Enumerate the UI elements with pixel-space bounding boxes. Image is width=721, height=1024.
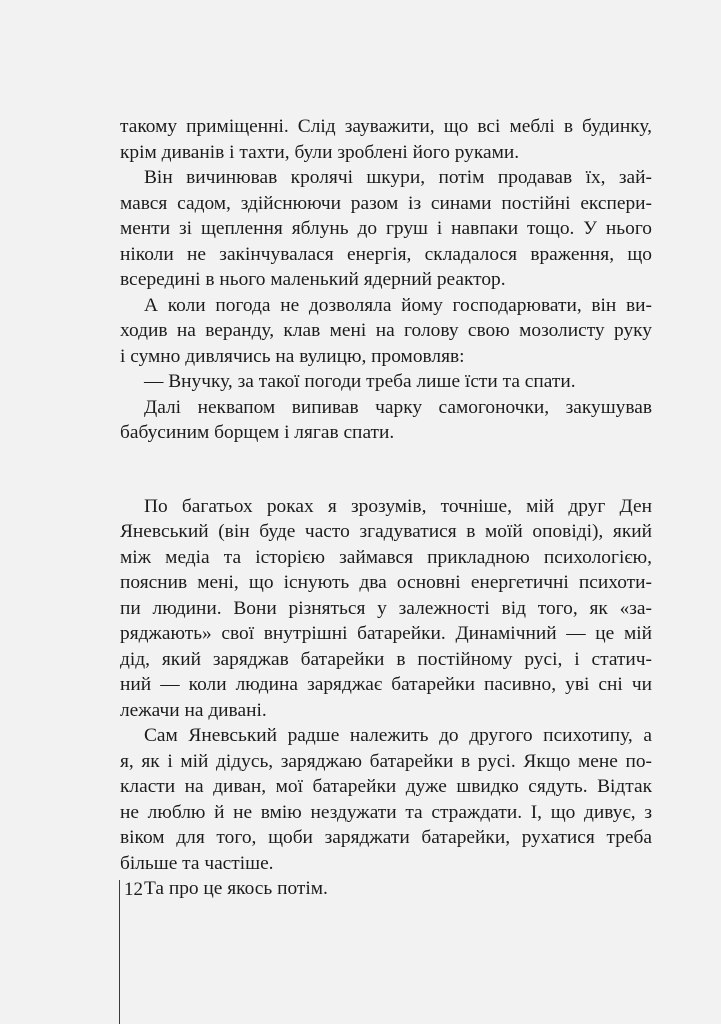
text-line: між медіа та історією займався прикладною психологією, xyxy=(120,546,652,568)
text-line: ний — коли людина заряджає батарейки пасивно, уві сні чи xyxy=(120,674,652,695)
text-line: я, як і мій дідусь, заряджаю батарейки в русі. Якщо мене по- xyxy=(120,750,652,772)
text-line: всередині в нього маленький ядерний реактор. xyxy=(120,269,506,290)
text-line: такому приміщенні. Слід зауважити, що всі меблі в будинку, xyxy=(120,116,652,137)
text-line: Далі неквапом випивав чарку самогоночки, закушував xyxy=(144,396,652,418)
text-line: лежачи на дивані. xyxy=(120,699,267,721)
text-line: пояснив мені, що існують два основні енергетичні психоти- xyxy=(120,572,652,593)
text-line: класти на диван, мої батарейки дуже швидко сядуть. Відтак xyxy=(120,776,652,797)
text-line: крім диванів і тахти, були зроблені його руками. xyxy=(120,141,520,163)
page-number: 12 xyxy=(124,879,143,900)
text-line: бабусиним борщем і лягав спати. xyxy=(120,422,395,443)
text-line: більше та частіше. xyxy=(120,852,274,874)
text-line: Сам Яневський радше належить до другого психотипу, а xyxy=(144,725,652,746)
text-line: менти зі щеплення яблунь до груш і навпаки тощо. У нього xyxy=(120,218,652,239)
page-text xyxy=(120,114,652,902)
text-line: пи людини. Вони різняться у залежності від того, як «за- xyxy=(120,597,652,619)
text-line: ніколи не закінчувалася енергія, складалося враження, що xyxy=(120,243,652,265)
text-line: По багатьох роках я зрозумів, точніше, мій друг Ден xyxy=(144,495,652,517)
section-break xyxy=(120,446,652,494)
text-line: Яневський (він буде часто згадуватися в моїй оповіді), який xyxy=(120,521,652,542)
dialogue-line: — Внучку, за такої погоди треба лише їсти та спати. xyxy=(144,371,576,392)
text-line: Та про це якось потім. xyxy=(144,878,328,899)
text-line: не люблю й не вмію нездужати та страждати. І, що дивує, з xyxy=(120,801,652,823)
text-line: мався садом, здійснюючи разом із синами постійні експери- xyxy=(120,192,652,214)
text-line: ходив на веранду, клав мені на голову свою мозолисту руку xyxy=(120,320,652,341)
text-line: А коли погода не дозволяла йому господарювати, він ви- xyxy=(144,294,652,316)
text-line: віком для того, щоби заряджати батарейки, рухатися треба xyxy=(120,827,652,848)
text-line: Він вичинював кролячі шкури, потім продавав їх, зай- xyxy=(144,167,652,188)
text-line: дід, який заряджав батарейки в постійному русі, і статич- xyxy=(120,648,652,670)
text-line: і сумно дивлячись на вулицю, промовляв: xyxy=(120,345,465,367)
text-line: ряджають» свої внутрішні батарейки. Динамічний — це мій xyxy=(120,623,652,644)
margin-rule xyxy=(119,880,120,1024)
